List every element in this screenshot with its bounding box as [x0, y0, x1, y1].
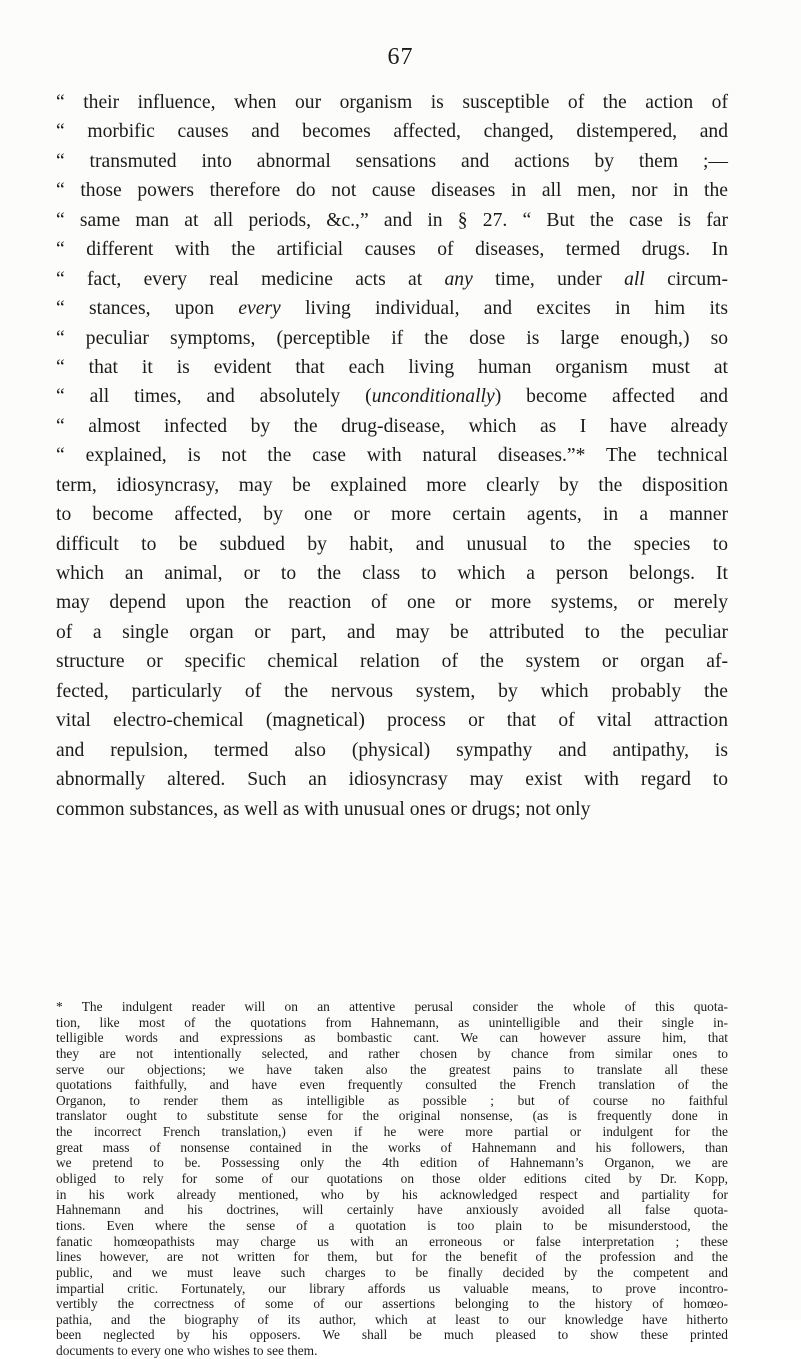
footnote-line: Organon, to render them as intelligible as possible ; but of course no faithful	[56, 1092, 728, 1108]
footnote-line: documents to every one who wishes to see them.	[56, 1343, 318, 1359]
text-line: which an animal, or to the class to which a person belongs. It	[56, 563, 728, 584]
footnote-line: serve our objections; we have taken also the greatest pains to translate all these	[56, 1061, 728, 1077]
text-line: “ those powers therefore do not cause diseases in all men, nor in the	[56, 180, 728, 202]
footnote-line: they are not intentionally selected, and rather chosen by chance from similar ones to	[56, 1045, 728, 1061]
footnote-line: pathia, and the biography of its author, which at least to our knowledge have hitherto	[56, 1311, 728, 1327]
footnote-line: tions. Even where the sense of a quotation is too plain to be misunderstood, the	[56, 1217, 728, 1233]
text-line: and repulsion, termed also (physical) sympathy and antipathy, is	[56, 739, 728, 761]
footnote-line: lines however, are not written for them, but for the benefit of the profession and the	[56, 1249, 728, 1265]
footnote-line: tion, like most of the quotations from Hahnemann, as unintelligible and their single in-	[56, 1014, 728, 1030]
footnote-line: quotations faithfully, and have even frequently consulted the French translation of the	[56, 1077, 728, 1093]
footnote-line: great mass of nonsense contained in the works of Hahnemann and his followers, than	[56, 1139, 728, 1155]
text-line: term, idiosyncrasy, may be explained more clearly by the disposition	[56, 474, 728, 496]
footnote	[56, 999, 728, 1359]
text-line: “ explained, is not the case with natural diseases.”* The technical	[56, 445, 728, 467]
footnote-line: vertibly the correctness of some of our assertions belonging to the history of homœo-	[56, 1296, 728, 1312]
text-line: “ all times, and absolutely (unconditionally) become affected and	[56, 386, 728, 408]
text-line: “ stances, upon every living individual, and excites in him its	[56, 298, 728, 320]
text-line: “ transmuted into abnormal sensations and actions by them ;—	[56, 150, 728, 172]
text-line: vital electro-chemical (magnetical) process or that of vital attraction	[56, 710, 728, 732]
text-line: “ peculiar symptoms, (perceptible if the dose is large enough,) so	[56, 327, 728, 349]
text-line: “ morbific causes and becomes affected, changed, distempered, and	[56, 121, 728, 143]
footnote-line: been neglected by his opposers. We shall be much pleased to show these printed	[56, 1327, 728, 1343]
footnote-line: * The indulgent reader will on an attentive perusal consider the whole of this quota-	[56, 999, 728, 1014]
footnote-line: we pretend to be. Possessing only the 4th edition of Hahnemann’s Organon, we are	[56, 1155, 728, 1171]
text-line: structure or specific chemical relation of the system or organ af-	[56, 651, 728, 673]
footnote-line: translator ought to substitute sense for the original nonsense, (as is frequently done in	[56, 1108, 728, 1124]
footnote-line: Hahnemann and his doctrines, will certainly have anxiously avoided all false quota-	[56, 1202, 728, 1218]
footnote-line: telligible words and expressions as bombastic cant. We can however assure him, that	[56, 1030, 728, 1046]
text-line: “ fact, every real medicine acts at any time, under all circum-	[56, 268, 728, 290]
footnote-line: impartial critic. Fortunately, our library affords us valuable means, to prove incontro-	[56, 1280, 728, 1296]
text-line: fected, particularly of the nervous system, by which probably the	[56, 680, 728, 702]
footnote-line: in his work already mentioned, who by his acknowledged respect and partiality for	[56, 1186, 728, 1202]
text-line: “ that it is evident that each living human organism must at	[56, 356, 728, 378]
footnote-line: fanatic homœopathists may charge us with an erroneous or false interpretation ; these	[56, 1233, 728, 1249]
footnote-line: the incorrect French translation,) even if he were more partial or indulgent for the	[56, 1124, 728, 1140]
text-line: “ their influence, when our organism is susceptible of the action of	[56, 92, 728, 113]
text-line: difficult to be subdued by habit, and unusual to the species to	[56, 533, 728, 555]
footnote-line: obliged to rely for some of our quotations on those older editions cited by Dr. Kopp,	[56, 1171, 728, 1187]
text-line: common substances, as well as with unusual ones or drugs; not only	[56, 798, 591, 820]
text-line: abnormally altered. Such an idiosyncrasy may exist with regard to	[56, 769, 728, 791]
footnote-line: public, and we must leave such charges to be finally decided by the competent and	[56, 1264, 728, 1280]
page-number: 67	[387, 44, 414, 70]
text-line: “ different with the artificial causes of diseases, termed drugs. In	[56, 239, 728, 261]
main-text	[56, 88, 728, 824]
text-line: “ almost infected by the drug-disease, which as I have already	[56, 415, 728, 437]
text-line: “ same man at all periods, &c.,” and in § 27. “ But the case is far	[56, 209, 728, 231]
text-line: may depend upon the reaction of one or more systems, or merely	[56, 592, 728, 614]
text-line: to become affected, by one or more certain agents, in a manner	[56, 504, 728, 526]
text-line: of a single organ or part, and may be attributed to the peculiar	[56, 621, 728, 643]
